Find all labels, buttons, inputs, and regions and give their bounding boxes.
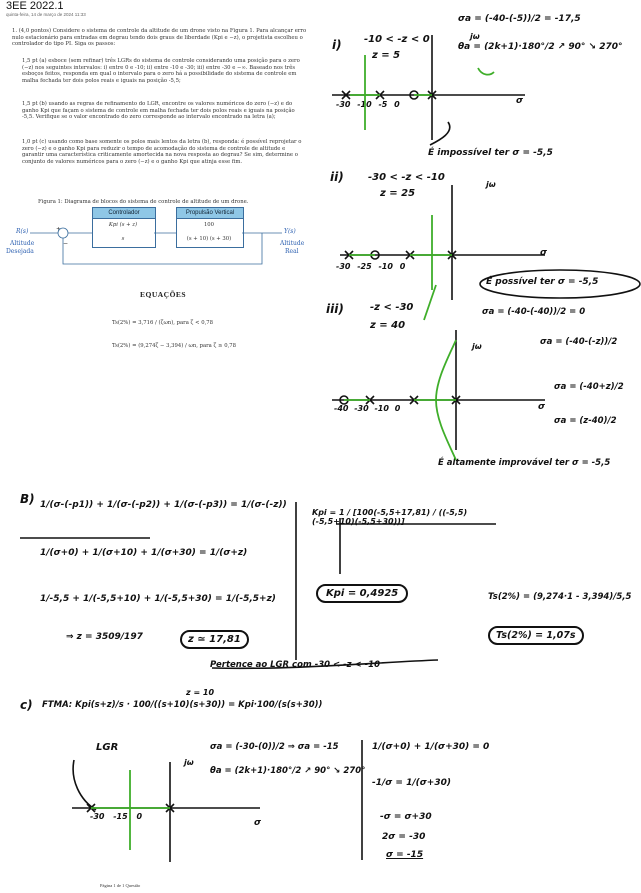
- input-symbol: R(s): [16, 228, 29, 235]
- question-intro: 1. (4,0 pontos) Considere o sistema de controle da altitude de um drone visto na Figura 1. Para alcançar erro nulo estacionário para entradas em degrau tendo dois graus de liberdade (Kpi e −z), o projetista escolheu o controlador do tipo PI. Siga os passos:: [12, 28, 307, 47]
- equations-heading: EQUAÇÕES: [140, 290, 187, 299]
- block-diagram-wiring: [30, 228, 282, 264]
- hw-iii-condition: -z < -30: [370, 302, 414, 313]
- note-arrow-i: [430, 122, 450, 145]
- hw-b-ts-value: Ts(2%) = 1,07s: [488, 626, 584, 645]
- hw-c-eq3: -σ = σ+30: [380, 812, 432, 822]
- hw-b-ts: Ts(2%) = (9,274·1 - 3,394)/5,5: [488, 592, 632, 602]
- hw-c-eq4: 2σ = -30: [382, 832, 426, 842]
- section-b-lines: [20, 502, 496, 668]
- output-label-1: Altitude: [280, 240, 305, 247]
- hw-ii-condition: -30 < -z < -10: [368, 172, 445, 183]
- hw-ii-note: É possível ter σ = -5,5: [486, 277, 599, 287]
- branch-iii-lower: [436, 400, 456, 460]
- question-part-a: 1,5 pt (a) esboce (sem refinar) três LGRs do sistema de controle considerando uma posição para o zero (−z) nos seguintes intervalos: i) entre 0 e -10; ii) entre -10 e -30; iii) entre -30 e −∞. Baseado nos três esboços feitos, responda em qual o intervalo para o zero há a possibilidade do sistema de controle em malha fechada ter dois polos reais e iguais na posição -5,5;: [22, 58, 300, 84]
- locus-c-branches: [91, 770, 170, 850]
- equation-ts-underdamped: Ts(2%) = 3,716 / (ζωn), para ζ < 0,78: [112, 320, 214, 326]
- hw-c-eq5: σ = -15: [386, 850, 424, 860]
- feedback-path: [63, 233, 262, 264]
- hw-c-ftma: FTMA: Kpi(s+z)/s · 100/((s+10)(s+30)) = Kpi·100/(s(s+30)): [42, 700, 323, 710]
- hw-i-sigma: σa = (-40-(-5))/2 = -17,5: [458, 14, 581, 24]
- plant-title: Propulsão Vertical: [176, 207, 244, 220]
- plant-denominator: (s + 10) (s + 30): [186, 236, 232, 242]
- page-timestamp: quinta-feira, 14 de março de 2024 11:33: [6, 12, 86, 17]
- equation-ts-overdamped: Ts(2%) = (9,274ζ − 3,394) / ωn, para ζ ≥ 0,78: [112, 343, 236, 349]
- page-footer: Página 1 de 1 Questão: [100, 883, 141, 888]
- hw-c-lgr: LGR: [96, 742, 119, 753]
- locus-ii: [340, 185, 640, 300]
- branch-ii-note-line: [424, 285, 436, 320]
- hw-i-label: i): [332, 38, 342, 52]
- controller-numerator: Kpi (s + z): [108, 222, 138, 228]
- hw-i-ticks: -30 -10 -5 0: [336, 100, 400, 109]
- hw-b-eq3: 1/-5,5 + 1/(-5,5+10) + 1/(-5,5+30) = 1/(-5,5+z): [40, 594, 276, 604]
- question-part-b: 1,5 pt (b) usando as regras de refinamento do LGR, encontre os valores numéricos do zero (−z) e do ganho Kpi que façam o sistema de controle em malha fechada ter dois polos reais e iguais na posição -5,5. Verifique se o valor encontrado do zero corresponde ao intervalo encontrado na letra (a);: [22, 101, 295, 120]
- output-label-2: Real: [285, 248, 299, 255]
- controller-denominator: s: [121, 236, 125, 242]
- hw-iii-label: iii): [326, 302, 344, 316]
- locus-i-branches: [350, 55, 494, 130]
- hw-c-eq2: -1/σ = 1/(σ+30): [372, 778, 451, 788]
- page-title: 3EE 2022.1: [6, 0, 64, 12]
- figure-caption: Figura 1: Diagrama de blocos do sistema de controle de altitude de um drone.: [38, 199, 249, 205]
- hw-c-sigma: σa = (-30-(0))/2 ⇒ σa = -15: [210, 742, 339, 752]
- controller-title: Controlador: [92, 207, 156, 220]
- hw-sigma-label-i: σ: [516, 96, 524, 106]
- hw-b-eq2: 1/(σ+0) + 1/(σ+10) + 1/(σ+30) = 1/(σ+z): [40, 548, 248, 558]
- hw-b-eq1: 1/(σ-(-p1)) + 1/(σ-(-p2)) + 1/(σ-(-p3)) = 1/(σ-(-z)): [40, 500, 287, 510]
- output-symbol: Y(s): [284, 228, 296, 235]
- hw-c-theta: θa = (2k+1)·180°/2 ↗ 90° ↘ 270°: [210, 766, 366, 776]
- lgr-arrow-c: [73, 760, 96, 810]
- hw-i-z: z = 5: [372, 50, 401, 61]
- locus-ii-branches: [349, 215, 452, 320]
- hw-iii-sigma: σa = (-40-(-40))/2 = 0: [482, 307, 586, 317]
- hw-c-eq1: 1/(σ+0) + 1/(σ+30) = 0: [372, 742, 490, 752]
- hw-i-condition: -10 < -z < 0: [364, 34, 430, 45]
- hw-b-note: Pertence ao LGR com -30 < -z < -10: [210, 660, 380, 670]
- hw-iii-note: É altamente improvável ter σ = -5,5: [438, 458, 611, 468]
- hw-iii-ticks: -40 -30 -10 0: [334, 404, 401, 413]
- plant-numerator: 100: [203, 222, 215, 228]
- input-label-2: Desejada: [6, 248, 34, 255]
- hw-b-z-fraction: ⇒ z = 3509/197: [66, 632, 143, 642]
- hw-c-ticks: -30 -15 0: [90, 812, 143, 821]
- summing-plus: +: [56, 226, 62, 233]
- locus-c: [72, 740, 362, 862]
- branch-iii-upper: [436, 340, 456, 400]
- hw-b-label: B): [20, 492, 35, 506]
- branch-i-angle-mark: [478, 68, 494, 75]
- b-note-arrow: [212, 660, 438, 668]
- hw-jw-label-c: jω: [184, 758, 194, 767]
- hw-i-theta: θa = (2k+1)·180°/2 ↗ 90° ↘ 270°: [458, 42, 623, 52]
- hw-c-label: c): [20, 698, 33, 712]
- hw-b-kpi-value: Kpi = 0,4925: [316, 584, 408, 603]
- hw-ii-z: z = 25: [380, 188, 416, 199]
- note-circle-ii: [480, 270, 640, 298]
- question-part-c: 1,0 pt (c) usando como base somente os polos mais lentos da letra (b), responda: é possível reprojetar o zero (−z) e o ganho Kpi para reduzir o tempo de acomodação do sistema de controle de altitude e garantir uma característica criticamente amortecida na nova resposta ao degrau? Se sim, determine o conjunto de valores numéricos para o zero (−z) e o ganho Kpi que atinja esse fim.: [22, 139, 302, 165]
- hw-iii-sigma2: σa = (-40-(-z))/2: [540, 337, 618, 347]
- input-label-1: Altitude: [10, 240, 35, 247]
- hw-ii-ticks: -30 -25 -10 0: [336, 262, 406, 271]
- hw-sigma-label-ii: σ: [540, 248, 548, 258]
- hw-jw-label-iii: jω: [472, 342, 482, 351]
- hw-i-note: É impossível ter σ = -5,5: [428, 148, 553, 158]
- locus-iii: [332, 330, 545, 450]
- hw-jw-label-i: jω: [470, 32, 480, 41]
- hw-iii-sigma3: σa = (-40+z)/2: [554, 382, 624, 392]
- hw-ii-label: ii): [330, 170, 344, 184]
- hw-b-z-result: z ≃ 17,81: [180, 630, 249, 649]
- locus-i: [332, 35, 525, 145]
- summing-minus: −: [63, 240, 69, 247]
- hw-c-z: z = 10: [186, 688, 215, 697]
- hw-sigma-label-iii: σ: [538, 402, 546, 412]
- hw-iii-sigma4: σa = (z-40)/2: [554, 416, 617, 426]
- hw-b-kpi: Kpi = 1 / [100(-5,5+17,81) / ((-5,5)(-5,5+10)(-5,5+30))]: [312, 508, 468, 526]
- hw-jw-label-ii: jω: [486, 180, 496, 189]
- hw-sigma-label-c: σ: [254, 818, 262, 828]
- summing-junction: [58, 228, 68, 238]
- hw-iii-z: z = 40: [370, 320, 406, 331]
